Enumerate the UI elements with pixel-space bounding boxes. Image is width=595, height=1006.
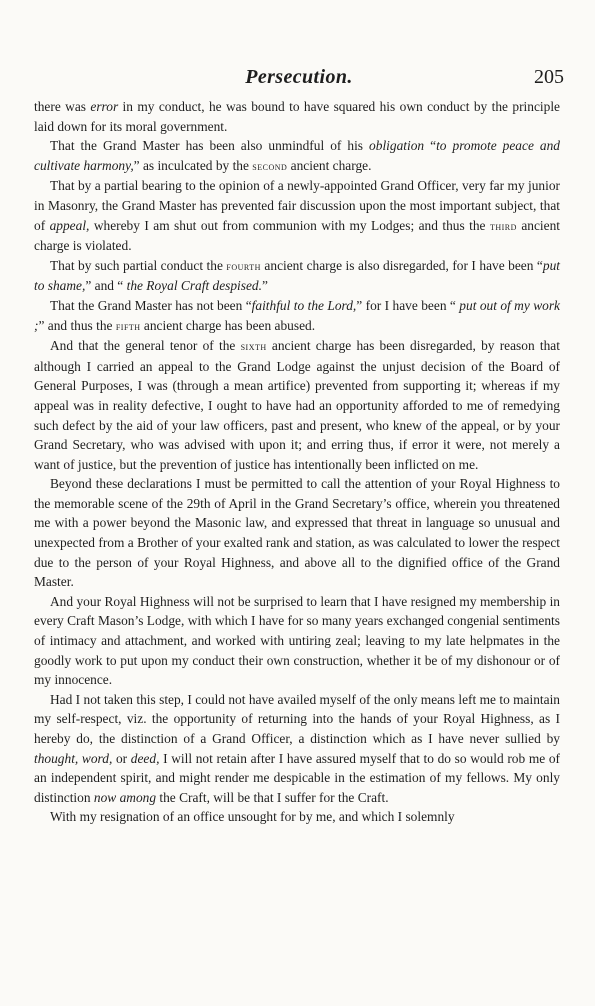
- paragraph: [34, 136, 560, 176]
- page-header: [34, 66, 564, 92]
- italic-text: appeal,: [49, 217, 90, 233]
- text-run: And your Royal Highness will not be surprised to learn that I have resigned my membership in every Craft Mason’s Lodge, with which I have for so many years exchanged congenial sentiments of intimacy and attachment, and worked with untiring zeal; leaving to my late helpmates in the goodly work to put upon my conduct their own construction, whether it be of my dishonour or of my innocence.: [34, 593, 560, 688]
- paragraph: [34, 256, 560, 296]
- text-run: I will not retain after I have assured myself that to do so would rob me of an independent spirit, and might render me despicable in the estimation of my fellows. My only distinction: [34, 750, 561, 805]
- paragraph: [34, 336, 560, 474]
- text-run: Had I not taken this step, I could not have availed myself of the only means left me to maintain my self-respect, viz. the opportunity of returning into the hands of your Royal Highness, as I hereby do, the distinction of a Grand Officer, a distinction which as I have never sullied by: [34, 691, 560, 746]
- small-caps-text: second: [252, 158, 288, 173]
- text-run: “: [424, 138, 437, 154]
- text-run: ancient charge.: [287, 157, 372, 173]
- italic-text: thought, word,: [34, 750, 113, 766]
- text-run: That by such partial conduct the: [50, 257, 227, 273]
- text-run: there was: [34, 99, 91, 114]
- text-run: ancient charge is violated.: [34, 217, 560, 254]
- text-run: ancient charge has been abused.: [140, 317, 316, 333]
- text-run: ” and thus the: [38, 317, 116, 333]
- italic-text: deed,: [130, 750, 160, 766]
- italic-text: put out of my work ;: [34, 297, 560, 333]
- text-run: With my resignation of an office unsought for by me, and which I solemnly: [50, 809, 455, 825]
- text-run: ” and “: [85, 278, 127, 294]
- small-caps-text: sixth: [240, 339, 267, 354]
- italic-text: the Royal Craft despised.: [126, 278, 262, 294]
- italic-text: among: [119, 789, 157, 805]
- text-run: whereby I am shut out from communion with my Lodges; and thus the: [89, 217, 490, 233]
- body-text: [34, 97, 560, 827]
- running-title: Persecution.: [245, 66, 353, 88]
- italic-text: obligation: [369, 138, 425, 154]
- small-caps-text: fifth: [115, 318, 141, 333]
- text-run: or: [112, 750, 131, 766]
- paragraph: [34, 690, 560, 808]
- paragraph: [34, 474, 560, 592]
- italic-text: put to shame,: [34, 257, 560, 294]
- text-run: the Craft, will be that I suffer for the Craft.: [156, 789, 389, 805]
- paragraph: [34, 176, 560, 255]
- text-run: in my conduct, he was bound to have squared his own conduct by the principle laid down for its moral government.: [34, 99, 560, 134]
- page-number: 205: [534, 66, 564, 88]
- text-run: That by a partial bearing to the opinion of a newly-appointed Grand Officer, very far my junior in Masonry, the Grand Master has prevented fair discussion upon the most important subject, that of: [34, 178, 560, 233]
- text-run: ancient charge is also disregarded, for I have been “: [260, 257, 543, 273]
- text-run: ” as inculcated by the: [133, 157, 253, 173]
- italic-text: now: [93, 789, 117, 805]
- text-run: ”: [261, 278, 268, 294]
- text-run: And that the general tenor of the: [50, 338, 241, 354]
- text-run: ancient charge has been disregarded, by reason that although I carried an appeal to the Grand Lodge against the unjust decision of the Board of General Purposes, I was (through a mean artifice) prevented from supporting it; whereas if my appeal was in reality defective, I ought to have had an opportunity afforded to me of remedying such defect by the aid of your law officers, past and present, who knew of the appeal, or by your Grand Secretary, who was advised with upon it; and erring thus, if error it were, not merely a want of justice, but the prevention of justice has intentionally been inflicted on me.: [34, 338, 560, 472]
- text-run: ” for I have been “: [356, 297, 460, 313]
- italic-text: error: [90, 99, 119, 114]
- text-run: That the Grand Master has been also unmindful of his: [50, 138, 370, 154]
- small-caps-text: fourth: [226, 258, 261, 273]
- paragraph: [34, 592, 560, 690]
- paragraph: [34, 97, 560, 136]
- italic-text: to promote peace and cultivate harmony,: [34, 138, 560, 173]
- text-run: Beyond these declarations I must be permitted to call the attention of your Royal Highness to the memorable scene of the 29th of April in the Grand Secretary’s office, wherein you threatened me with a power beyond the Masonic law, and expressed that threat in language so unusual and unexpected from a Brother of your exalted rank and station, as was calculated to lower the respect due to the person of your Royal Highness, and above all to the dignified office of the Grand Master.: [34, 476, 560, 590]
- small-caps-text: third: [489, 218, 517, 233]
- italic-text: faithful to the Lord,: [251, 297, 357, 313]
- paragraph: [34, 296, 560, 336]
- paragraph: [34, 807, 560, 827]
- text-run: That the Grand Master has not been “: [50, 297, 252, 313]
